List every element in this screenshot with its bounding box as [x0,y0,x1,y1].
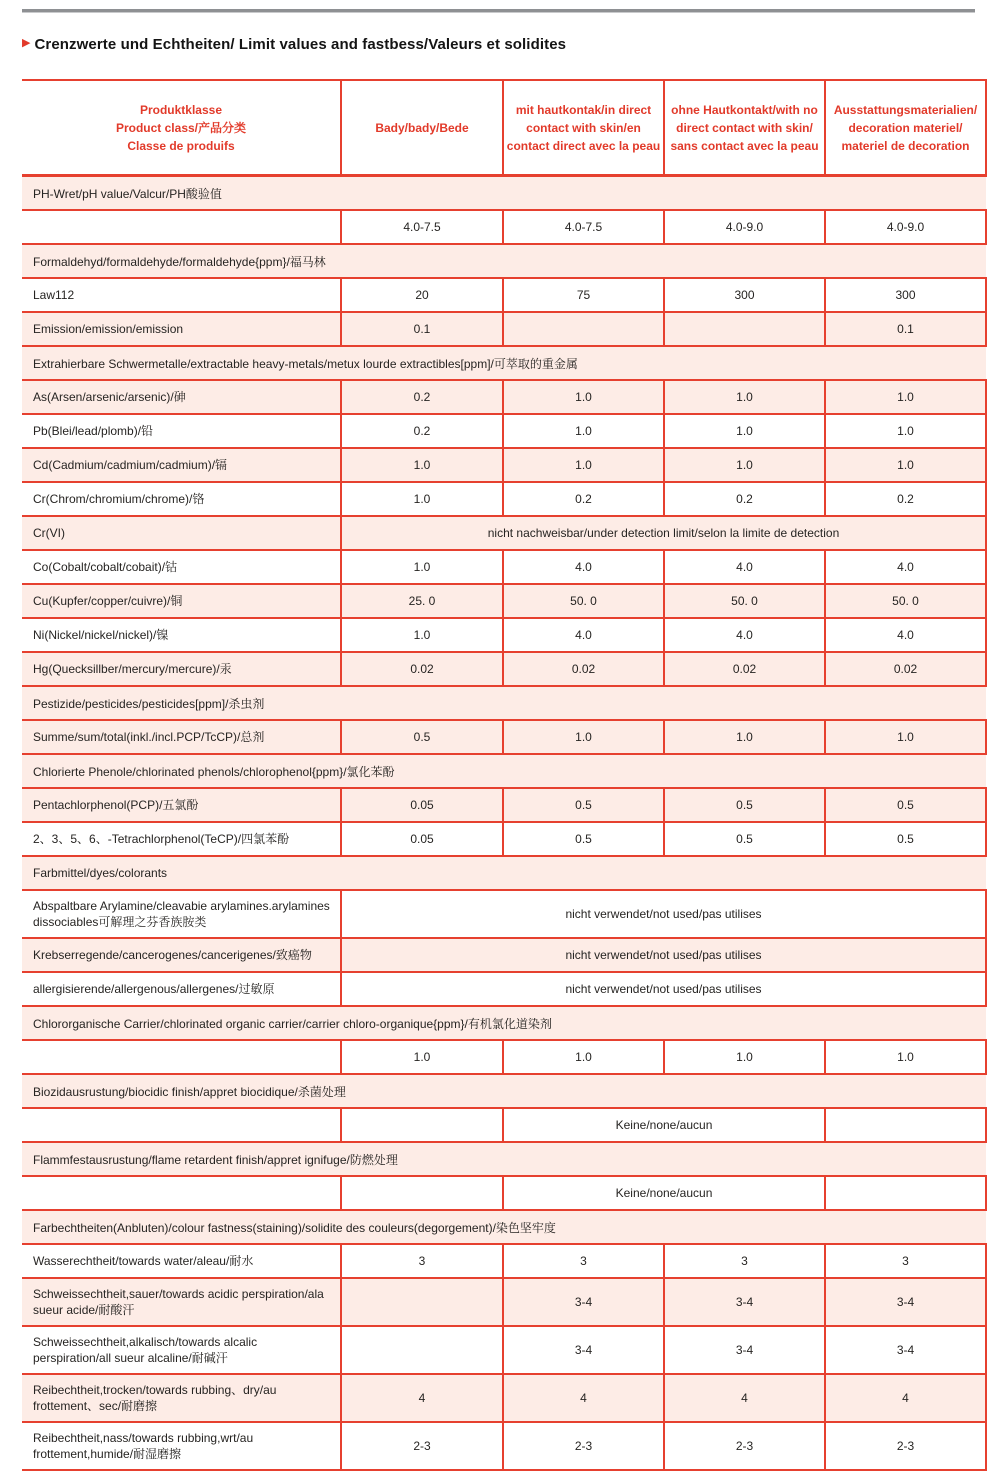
cell-value: 1.0 [825,414,986,448]
cell-value: 4 [503,1374,664,1422]
section-row [22,1210,986,1244]
section-label: Biozidausrustung/biocidic finish/appret biocidique/杀菌处理 [22,1074,986,1108]
column-header-2: Bady/bady/Bede [341,80,503,176]
row-label: Cr(Chrom/chromium/chrome)/铬 [22,482,341,516]
section-label: Formaldehyd/formaldehyde/formaldehyde{ppm}/福马林 [22,244,986,278]
table-row [22,618,986,652]
column-header-4: ohne Hautkontakt/with no direct contact with skin/ sans contact avec la peau [664,80,825,176]
cell-value: 4.0-9.0 [825,210,986,244]
cell-value: 3 [341,1244,503,1278]
row-label: Wasserechtheit/towards water/aleau/耐水 [22,1244,341,1278]
row-label: Schweissechtheit,alkalisch/towards alcalic perspiration/all sueur alcaline/耐碱汗 [22,1326,341,1374]
column-header-5: Ausstattungsmaterialien/ decoration materiel/ materiel de decoration [825,80,986,176]
row-label-empty [22,1108,341,1142]
row-label: 2、3、5、6、-Tetrachlorphenol(TeCP)/四氯苯酚 [22,822,341,856]
cell-value: 3-4 [503,1278,664,1326]
cell-value: 3-4 [664,1326,825,1374]
cell-value: 0.2 [341,380,503,414]
table-row [22,1422,986,1470]
cell-value [825,1108,986,1142]
cell-value: 1.0 [664,720,825,754]
row-label: Co(Cobalt/cobalt/cobait)/钴 [22,550,341,584]
table-header-row [22,80,986,176]
row-label: Summe/sum/total(inkl./incl.PCP/TcCP)/总剂 [22,720,341,754]
cell-value: 4 [664,1374,825,1422]
section-label: Pestizide/pesticides/pesticides[ppm]/杀虫剂 [22,686,986,720]
table-row [22,938,986,972]
section-label: Chlorierte Phenole/chlorinated phenols/chlorophenol{ppm}/氯化苯酚 [22,754,986,788]
table-row [22,380,986,414]
table-row [22,278,986,312]
cell-value: 1.0 [825,1040,986,1074]
cell-value: 4.0 [825,618,986,652]
cell-value: 4.0 [825,550,986,584]
table-row [22,1176,986,1210]
table-row [22,788,986,822]
cell-value: 2-3 [664,1422,825,1470]
cell-value: 4.0 [664,618,825,652]
merged-cell-value: nicht verwendet/not used/pas utilises [341,938,986,972]
cell-value: 1.0 [825,448,986,482]
cell-value: 3-4 [664,1278,825,1326]
table-row [22,482,986,516]
cell-value: 0.2 [664,482,825,516]
section-row [22,244,986,278]
cell-value: 1.0 [664,1040,825,1074]
section-label: PH-Wret/pH value/Valcur/PH酸验值 [22,176,986,211]
table-row [22,720,986,754]
triangle-bullet-icon: ▶ [22,37,31,49]
cell-value: 0.5 [664,788,825,822]
row-label: Pentachlorphenol(PCP)/五氯酚 [22,788,341,822]
cell-value: 1.0 [341,618,503,652]
cell-value [825,1176,986,1210]
cell-value [341,1176,503,1210]
section-label: Chlororganische Carrier/chlorinated organic carrier/carrier chloro-organique{ppm}/有机氯化道染剂 [22,1006,986,1040]
table-row [22,448,986,482]
cell-value: 2-3 [825,1422,986,1470]
cell-value: 0.05 [341,788,503,822]
cell-value: 2-3 [341,1422,503,1470]
cell-value: 1.0 [341,550,503,584]
cell-value: 1.0 [341,448,503,482]
cell-value: 75 [503,278,664,312]
cell-value: 1.0 [341,482,503,516]
merged-cell-value: Keine/none/aucun [503,1176,825,1210]
cell-value: 1.0 [825,380,986,414]
table-row [22,1278,986,1326]
cell-value: 0.5 [503,788,664,822]
table-row [22,550,986,584]
table-row [22,822,986,856]
top-rule [22,9,975,13]
limits-table [22,79,987,1471]
column-header-1: Produktklasse Product class/产品分类 Classe de produifs [22,80,341,176]
cell-value: 20 [341,278,503,312]
row-label-empty [22,1176,341,1210]
table-row [22,312,986,346]
row-label: Cr(VI) [22,516,341,550]
cell-value: 3 [503,1244,664,1278]
row-label: allergisierende/allergenous/allergenes/过敏原 [22,972,341,1006]
page-title [22,36,986,53]
row-label: Law112 [22,278,341,312]
cell-value [503,312,664,346]
section-label: Flammfestausrustung/flame retardent finish/appret ignifuge/防燃处理 [22,1142,986,1176]
section-label: Farbmittel/dyes/colorants [22,856,986,890]
cell-value: 1.0 [664,414,825,448]
cell-value: 1.0 [503,1040,664,1074]
cell-value: 300 [825,278,986,312]
cell-value: 0.02 [664,652,825,686]
cell-value: 0.2 [503,482,664,516]
cell-value: 1.0 [503,720,664,754]
cell-value: 1.0 [503,380,664,414]
cell-value: 1.0 [664,448,825,482]
row-label: Reibechtheit,trocken/towards rubbing、dry/au frottement、sec/耐磨擦 [22,1374,341,1422]
row-label: Cd(Cadmium/cadmium/cadmium)/镉 [22,448,341,482]
cell-value: 0.02 [341,652,503,686]
cell-value: 4.0 [503,618,664,652]
cell-value: 1.0 [825,720,986,754]
merged-cell-value: Keine/none/aucun [503,1108,825,1142]
page-title-text: Crenzwerte und Echtheiten/ Limit values and fastbess/Valeurs et solidites [34,36,567,53]
section-row [22,1006,986,1040]
cell-value: 3 [825,1244,986,1278]
cell-value: 4.0-7.5 [341,210,503,244]
cell-value: 0.5 [664,822,825,856]
table-row [22,1326,986,1374]
cell-value: 0.02 [825,652,986,686]
cell-value: 0.1 [825,312,986,346]
table-row [22,414,986,448]
merged-cell-value: nicht verwendet/not used/pas utilises [341,972,986,1006]
cell-value: 2-3 [503,1422,664,1470]
cell-value: 0.5 [825,788,986,822]
table-row [22,652,986,686]
section-row [22,1142,986,1176]
row-label: Emission/emission/emission [22,312,341,346]
cell-value [341,1326,503,1374]
cell-value: 50. 0 [825,584,986,618]
cell-value: 0.05 [341,822,503,856]
row-label: Schweissechtheit,sauer/towards acidic perspiration/ala sueur acide/耐酸汗 [22,1278,341,1326]
row-label: Ni(Nickel/nickel/nickel)/镍 [22,618,341,652]
cell-value: 4 [825,1374,986,1422]
cell-value: 50. 0 [664,584,825,618]
cell-value: 25. 0 [341,584,503,618]
cell-value: 0.02 [503,652,664,686]
cell-value: 50. 0 [503,584,664,618]
row-label: Pb(Blei/lead/plomb)/铅 [22,414,341,448]
column-header-3: mit hautkontak/in direct contact with skin/en contact direct avec la peau [503,80,664,176]
table-row [22,890,986,938]
cell-value: 1.0 [503,414,664,448]
row-label: Reibechtheit,nass/towards rubbing,wrt/au frottement,humide/耐湿磨擦 [22,1422,341,1470]
section-row [22,754,986,788]
table-row [22,972,986,1006]
cell-value [341,1278,503,1326]
section-row [22,176,986,211]
table-row [22,210,986,244]
table-row [22,1108,986,1142]
merged-cell-value: nicht nachweisbar/under detection limit/selon la limite de detection [341,516,986,550]
cell-value: 4.0-7.5 [503,210,664,244]
cell-value [664,312,825,346]
merged-cell-value: nicht verwendet/not used/pas utilises [341,890,986,938]
row-label-empty [22,1040,341,1074]
table-row [22,1374,986,1422]
section-row [22,686,986,720]
table-row [22,516,986,550]
cell-value: 0.5 [825,822,986,856]
cell-value [341,1108,503,1142]
cell-value: 300 [664,278,825,312]
row-label: As(Arsen/arsenic/arsenic)/砷 [22,380,341,414]
section-label: Extrahierbare Schwermetalle/extractable heavy-metals/metux lourde extractibles[ppm]/可萃取的重金属 [22,346,986,380]
table-row [22,1040,986,1074]
row-label-empty [22,210,341,244]
cell-value: 1.0 [503,448,664,482]
cell-value: 1.0 [664,380,825,414]
section-row [22,1074,986,1108]
row-label: Krebserregende/cancerogenes/cancerigenes/致癌物 [22,938,341,972]
section-row [22,856,986,890]
row-label: Cu(Kupfer/copper/cuivre)/铜 [22,584,341,618]
cell-value: 1.0 [341,1040,503,1074]
row-label: Hg(Quecksillber/mercury/mercure)/汞 [22,652,341,686]
cell-value: 3-4 [825,1278,986,1326]
section-label: Farbechtheiten(Anbluten)/colour fastness(staining)/solidite des couleurs(degorgement)/染色坚牢度 [22,1210,986,1244]
cell-value: 3 [664,1244,825,1278]
table-row [22,1244,986,1278]
cell-value: 4 [341,1374,503,1422]
cell-value: 4.0 [664,550,825,584]
cell-value: 0.2 [341,414,503,448]
cell-value: 4.0 [503,550,664,584]
row-label: Abspaltbare Arylamine/cleavabie arylamines.arylamines dissociables可解理之芬香族胺类 [22,890,341,938]
cell-value: 4.0-9.0 [664,210,825,244]
cell-value: 3-4 [825,1326,986,1374]
cell-value: 0.5 [341,720,503,754]
cell-value: 0.1 [341,312,503,346]
cell-value: 3-4 [503,1326,664,1374]
cell-value: 0.2 [825,482,986,516]
cell-value: 0.5 [503,822,664,856]
section-row [22,346,986,380]
table-row [22,584,986,618]
